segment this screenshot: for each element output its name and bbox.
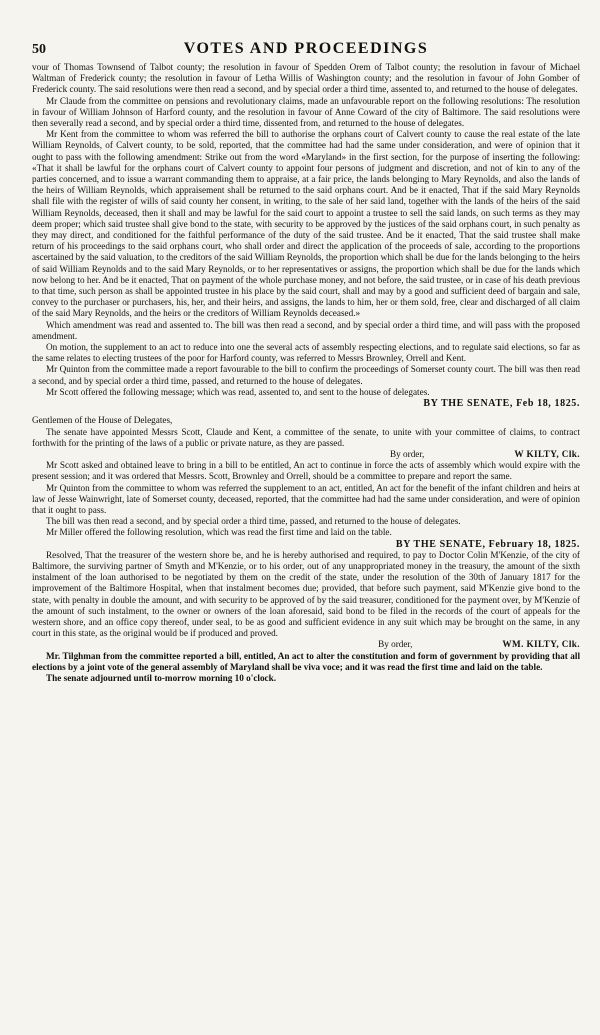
- paragraph: Mr Quinton from the committee to whom was referred the supplement to an act, entitled, An act for the benefit of the infant children and heirs at law of Jesse Wainwright, late of Somerset county, deceased, reported, that the committee had had the same under consideration, and were of opinion that it ought to pass.: [32, 482, 580, 515]
- paragraph: Mr Claude from the committee on pensions and revolutionary claims, made an unfavourable report on the following resolutions: The resolution in favour of William Johnson of Harford county, and the resolution in favour of Anne Coward of the city of Baltimore. The said resolutions were then severally read a second, and by special order a third time, dissented from, and returned to the house of delegates.: [32, 95, 580, 129]
- paragraph: Mr Miller offered the following resolution, which was read the first time and laid on the table.: [46, 527, 392, 538]
- paragraph: Mr Quinton from the committee made a report favourable to the bill to confirm the proceedings of Somerset county court. The bill was then read a second, and by special order a third time, passed, and returned to the house of delegates.: [32, 364, 580, 386]
- by-order: By order,: [378, 639, 413, 650]
- paragraph: Mr. Tilghman from the committee reported a bill, entitled, An act to alter the constitution and form of government by providing that all elections by a joint vote of the general assembly of Maryland shall be viva voce; and it was read the first time and laid on the table.: [32, 650, 580, 672]
- clerk-name: W KILTY, Clk.: [514, 448, 580, 459]
- paragraph: Mr Scott asked and obtained leave to bring in a bill to be entitled, An act to continue in force the acts of assembly which would expire with the present session; and it was ordered that Messrs. Scott, Brownley and Orrell, should be a committee to prepare and report the same.: [32, 460, 580, 482]
- adjournment-notice: The senate adjourned until to-morrow morning 10 o'clock.: [46, 672, 277, 683]
- resolution-text: Resolved, That the treasurer of the western shore be, and he is hereby authorised and required, to pay to Doctor Colin M'Kenzie, of the city of Baltimore, the surviving partner of Smyth and M'Kenzie, or to his order, out of any unappropriated money in the treasury, the amount of the sixth instalment of the loan authorised to be negotiated by them on the credit of the state, under the resolution of the 30th of January 1817 for the improvement of the Baltimore Hospital, when that instalment becomes due; provided, that before such payment, said M'Kenzie give bond to the state, with penalty in double the amount, and with security to be approved of by the said treasurer, conditioned for the payment over, by M'Kenzie of the amount of such instalment, to the owner or owners of the loan aforesaid, said bond to be filed in the records of the court of appeals for the western shore, and an office copy thereof, under seal, to be as good and sufficient evidence in any suit which may be brought on the same, in any court in this state, as the original would be if produced and proved.: [32, 549, 580, 639]
- body-text: [32, 62, 580, 684]
- page-number: 50: [32, 42, 46, 57]
- resolution-signature: [32, 639, 580, 650]
- message-body: The senate have appointed Messrs Scott, Claude and Kent, a committee of the senate, to unite with your committee of claims, to contract forthwith for the printing of the laws of a public or private nature, as they are passed.: [32, 426, 580, 448]
- message-signature: [32, 449, 580, 460]
- senate-dateline-text: BY THE SENATE, Feb 18, 1825.: [423, 398, 580, 410]
- paragraph: The bill was then read a second, and by special order a third time, passed, and returned to the house of delegates.: [46, 516, 461, 527]
- paragraph: Mr Kent from the committee to whom was referred the bill to authorise the orphans court of Calvert county to cause the real estate of the late William Reynolds, of Calvert county, to be sold, reported, that the committee had had the same under consideration, and were of opinion that it ought to pass with the following amendment: Strike out from the word «Maryland» in the first section, for the purpose of inserting the following: «That it shall be lawful for the orphans court of Calvert county to appoint four persons of judgment and discretion, and not of kin to any of the parties concerned, and to issue a warrant commanding them to appraise, at a fair price, the lands belonging to Mary Reynolds, and also the lands of the heirs of William Reynolds, which appraisement shall be returned to the said orphans court. And be it enacted, That if the said Mary Reynolds shall file with the register of wills of said county her consent, in writing, to the sale of her said land, together with the lands of the heirs of the said William Reynolds, deceased, then it shall and may be lawful for the said court to appoint a trustee to sell the said lands, on such terms as they may deem proper; which said trustee shall give bond to the state, with security to be approved by the justices of the said orphans court, in such penalty as they may direct, and conditioned for the faithful performance of the duty of the said trustee. And be it enacted, That the said trustee shall make return of his proceedings to the said orphans court, who shall order and direct the application of the proceeds of sale, according to the proportions ascertained by the said valuation, to the creditors of the said William Reynolds, the proportion which shall be due for the lands belonging to the heirs of said William Reynolds and to the said Mary Reynolds, or to her representatives or assigns, the proportion which shall be due for the lands which now belong to her. And be it enacted, That on payment of the whole purchase money, and not before, the said trustee, or in case of his death previous to that time, such person as shall be appointed trustee in his place by the said court, shall and may by a good and sufficient deed of bargain and sale, convey to the purchaser or purchasers, his, her, and their heirs, and assigns, the lands to him, her or them sold, free, clear and discharged of all claim of the said Mary Reynolds, and the heirs or the creditors of William Reynolds deceased.»: [32, 129, 580, 319]
- paragraph: On motion, the supplement to an act to reduce into one the several acts of assembly respecting elections, and to regulate said elections, so far as the same relates to electing trustees of the poor for Harford county, was referred to Messrs Brownley, Orrell and Kent.: [32, 342, 580, 364]
- page-header: [32, 36, 580, 62]
- clerk-name: WM. KILTY, Clk.: [502, 639, 580, 650]
- paragraph: Mr Scott offered the following message; which was read, assented to, and sent to the house of delegates.: [46, 386, 430, 397]
- senate-dateline-text: BY THE SENATE, February 18, 1825.: [395, 538, 580, 550]
- message-salutation: Gentlemen of the House of Delegates,: [32, 415, 173, 426]
- senate-dateline: [32, 398, 580, 409]
- running-head: VOTES AND PROCEEDINGS: [183, 40, 429, 57]
- senate-dateline: [32, 539, 580, 550]
- by-order: By order,: [390, 448, 425, 459]
- paragraph: Which amendment was read and assented to. The bill was then read a second, and by special order a third time, and will pass with the proposed amendment.: [32, 319, 580, 341]
- paragraph: vour of Thomas Townsend of Talbot county; the resolution in favour of Spedden Orem of Talbot county; the resolution in favour of Michael Waltman of Frederick county; the resolution in favour of Letha Willis of Washington county; and the resolution in favour of John Gomber of Frederick county. The said resolutions were then read a second, and by special order a third time, assented to, and returned to the house of delegates.: [32, 62, 580, 95]
